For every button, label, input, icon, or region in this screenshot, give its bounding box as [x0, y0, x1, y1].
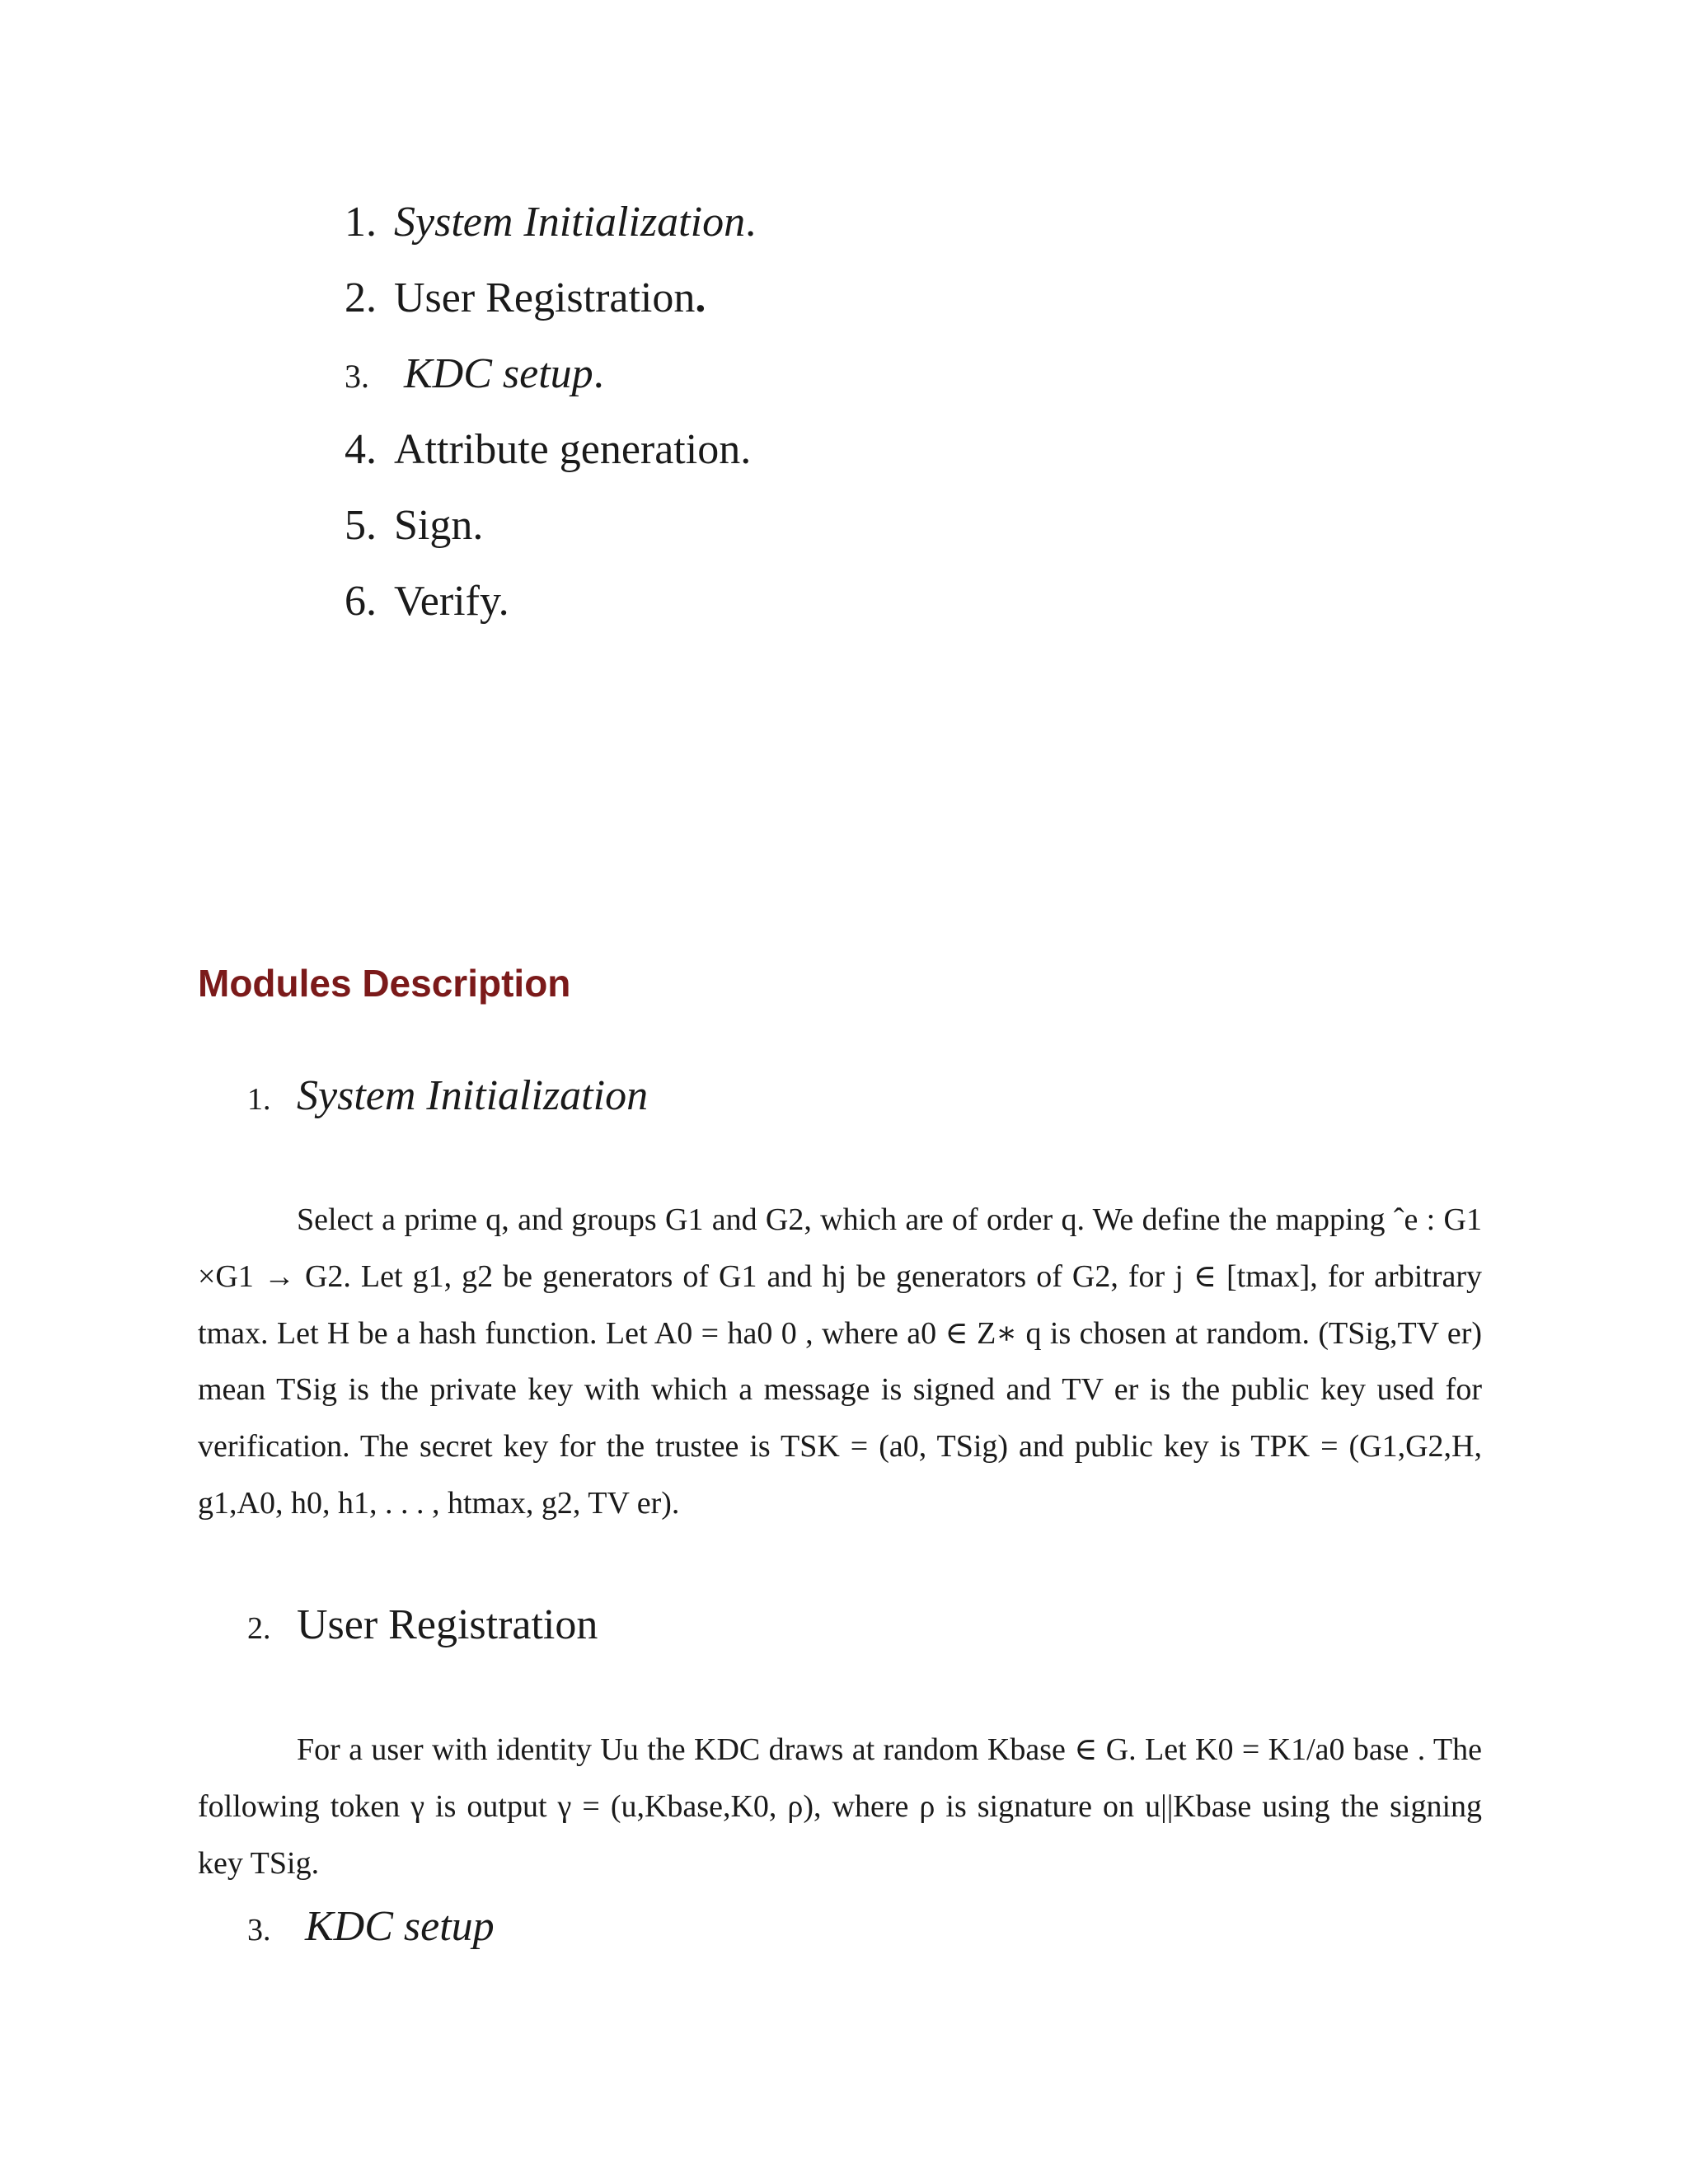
module-number: 1.: [247, 1082, 271, 1117]
overview-item-2: [345, 274, 706, 323]
overview-item-number: 3.: [345, 358, 369, 395]
module-title-2: [247, 1600, 598, 1654]
section-heading: Modules Description: [198, 962, 571, 1005]
overview-item-5: [345, 501, 483, 551]
module-paragraph-2: For a user with identity Uu the KDC draws at random Kbase ∈ G. Let K0 = K1/a0 base . The following token γ is output γ = (u,Kbase,K0, ρ), where ρ is signature on u||Kbase using the signing key TSig.: [198, 1732, 1482, 1881]
module-number: 2.: [247, 1611, 271, 1646]
module-title-1: [247, 1071, 648, 1125]
module-title-text: User Registration: [297, 1601, 598, 1648]
module-number: 3.: [247, 1913, 271, 1947]
overview-item-4: [345, 425, 751, 475]
overview-item-number: 6.: [345, 578, 377, 625]
overview-item-number: 5.: [345, 502, 377, 549]
module-title-text: System Initialization: [297, 1072, 649, 1119]
module-paragraph-1: Select a prime q, and groups G1 and G2, which are of order q. We define the mapping ˆe : G1 ×G1 → G2. Let g1, g2 be generators of G1 and hj be generators of G2, for j ∈ [tmax], for arbitrary tmax. Let H be a hash function. Let A0 = ha0 0 , where a0 ∈ Z∗ q is chosen at random. (TSig,TV er) mean TSig is the private key with which a message is signed and TV er is the public key used for verification. The secret key for the trustee is TSK = (a0, TSig) and public key is TPK = (G1,G2,H, g1,A0, h0, h1, . . . , htmax, g2, TV er).: [198, 1202, 1482, 1521]
overview-item-3: [345, 349, 604, 401]
overview-item-1: [345, 198, 756, 247]
overview-item-text: Verify.: [394, 578, 509, 625]
overview-item-suffix: .: [745, 199, 757, 246]
overview-item-text: Attribute generation.: [394, 426, 752, 473]
overview-item-text: Sign.: [394, 502, 484, 549]
overview-item-text: System Initialization: [394, 199, 746, 246]
overview-item-number: 2.: [345, 274, 377, 321]
overview-item-suffix: .: [695, 274, 706, 321]
module-title-text: KDC setup: [305, 1903, 495, 1950]
overview-item-text: User Registration: [394, 274, 696, 321]
overview-item-6: [345, 577, 509, 626]
overview-item-text: KDC setup: [404, 350, 593, 397]
overview-item-suffix: .: [593, 350, 604, 397]
overview-item-number: 4.: [345, 426, 377, 473]
overview-item-number: 1.: [345, 199, 377, 246]
module-title-3: [247, 1901, 495, 1956]
